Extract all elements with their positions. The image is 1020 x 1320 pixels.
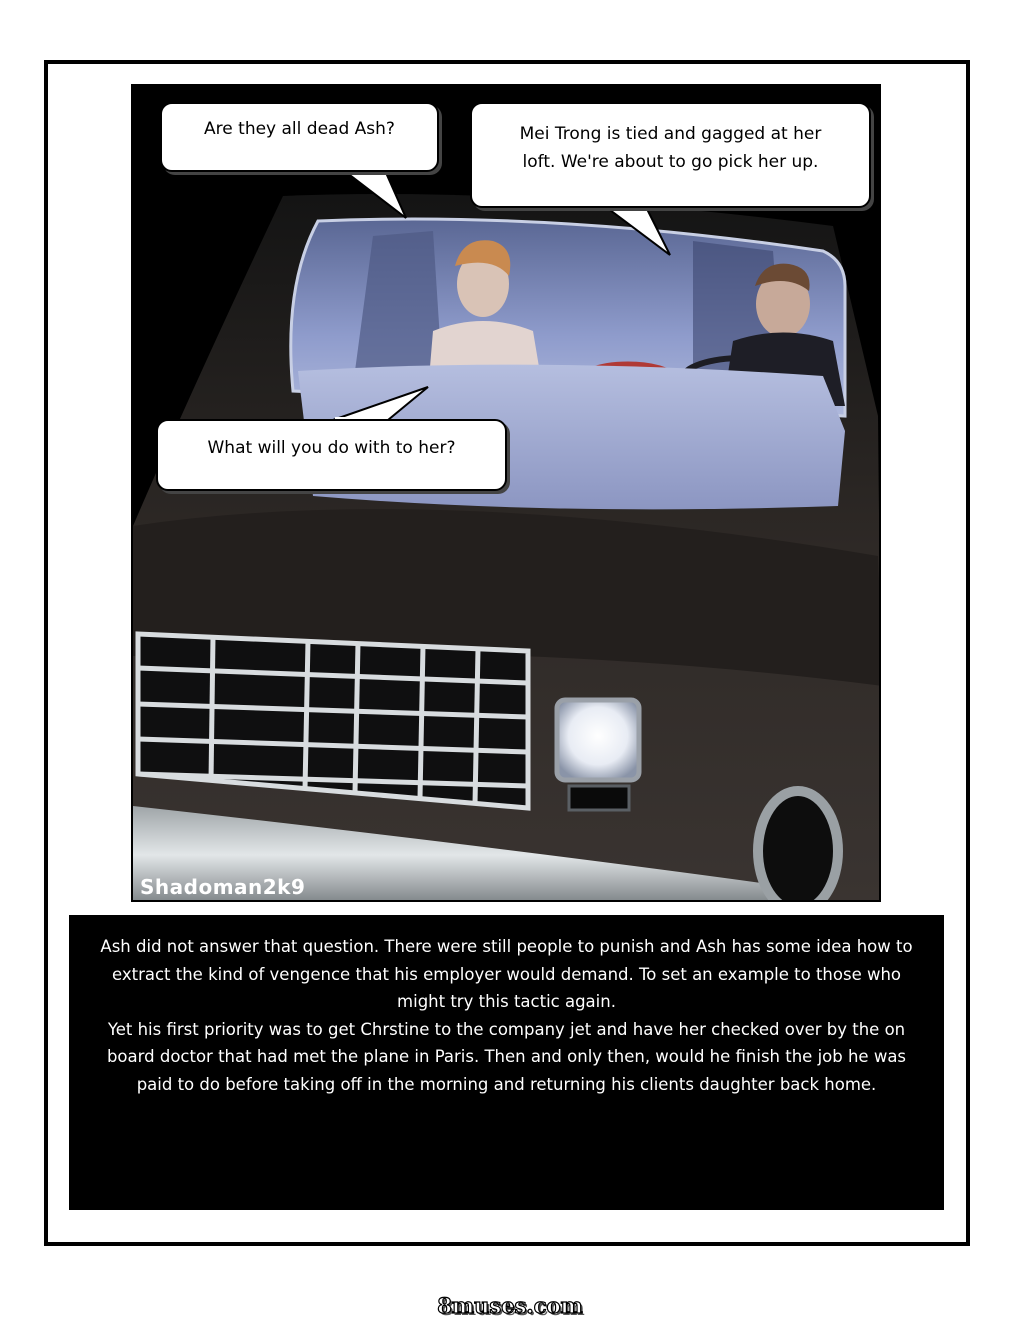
speech-bubble-dead [160,102,439,172]
speech-bubble-what [156,419,507,491]
bubble-tail-dead [338,166,418,226]
caption-box [69,915,944,1210]
speech-text: Are they all dead Ash? [204,119,395,139]
caption-paragraph: Ash did not answer that question. There were still people to punish and Ash has some idea how to extract the kind of vengence that his employer would demand. To set an example to those who might try this tactic again. [100,937,913,1011]
speech-text-line1: Mei Trong is tied and gagged at her [519,124,822,144]
artist-signature: Shadoman2k9 [140,875,306,899]
bubble-tail-mei [598,201,678,261]
headlight [557,700,639,780]
speech-text: What will you do with to her? [207,438,456,458]
bubble-tail-what [328,382,438,422]
caption-paragraph: Yet his first priority was to get Chrstine to the company jet and have her checked over by the on board doctor that had met the plane in Paris. Then and only then, would he finish the job he was paid to do before taking off in the morning and returning his clients daughter back home. [106,1019,907,1094]
speech-bubble-mei [470,102,871,208]
comic-panel [131,84,881,902]
site-logo: 8muses.com [437,1293,583,1318]
speech-text-line2: loft. We're about to go pick her up. [522,152,819,172]
van-illustration [133,86,881,902]
